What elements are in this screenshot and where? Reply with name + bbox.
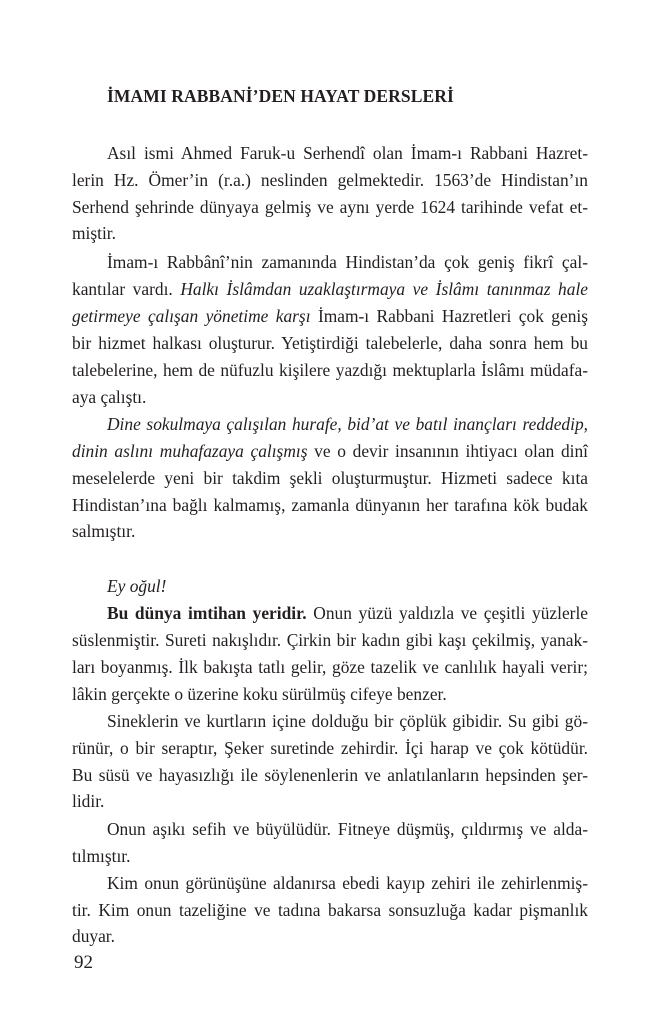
text-line bbox=[72, 495, 588, 515]
text-line bbox=[107, 143, 588, 163]
text-line bbox=[107, 873, 588, 893]
page-number: 92 bbox=[74, 952, 93, 973]
text-line bbox=[72, 684, 588, 704]
text-segment: İmam-ı Rabbânî’nin zamanında Hindistan’da çok geniş fikrî çal- bbox=[107, 252, 588, 272]
text-line bbox=[72, 441, 588, 461]
text-line bbox=[72, 791, 588, 811]
text-line bbox=[72, 846, 588, 866]
text-segment: rünür, o bir seraptır, Şeker suretinde zehirdir. İçi harap ve çok kötüdür. bbox=[72, 738, 588, 758]
text-segment: İmam-ı Rabbani Hazretleri çok geniş bbox=[310, 306, 589, 326]
text-line bbox=[72, 387, 588, 407]
text-line bbox=[107, 414, 588, 434]
text-segment: Sineklerin ve kurtların içine dolduğu bir çöplük gibidir. Su gibi gö- bbox=[107, 711, 588, 731]
text-line bbox=[72, 900, 588, 920]
text-line bbox=[72, 926, 588, 946]
text-segment: tılmıştır. bbox=[72, 846, 131, 866]
text-segment: ve o devir insanının ihtiyacı olan dinî bbox=[307, 441, 588, 461]
text-line bbox=[72, 170, 588, 190]
italic-text: dinin aslını muhafazaya çalışmış bbox=[72, 441, 308, 461]
text-line bbox=[72, 468, 588, 488]
text-segment: Kim onun görünüşüne aldanırsa ebedi kayıp zehiri ile zehirlenmiş- bbox=[107, 873, 588, 893]
text-segment: tir. Kim onun tazeliğine ve tadına bakarsa sonsuzluğa kadar pişmanlık bbox=[72, 900, 588, 920]
bold-text: Bu dünya imtihan yeridir. bbox=[107, 603, 307, 623]
text-segment: Hindistan’ına bağlı kalmamış, zamanla dünyanın her tarafına kök budak bbox=[72, 495, 588, 515]
text-line bbox=[72, 521, 588, 541]
chapter-title: İMAMI RABBANİ’DEN HAYAT DERSLERİ bbox=[107, 86, 454, 106]
text-segment: Bu süsü ve hayasızlığı ile söylenenlerin ve anlatılanların hepsinden şer- bbox=[72, 765, 588, 785]
text-line bbox=[72, 630, 588, 650]
text-segment: talebelerine, hem de nüfuzlu kişilere yazdığı mektuplarla İslâmı müdafa- bbox=[72, 360, 588, 380]
text-line bbox=[72, 306, 588, 326]
text-segment: kantılar vardı. bbox=[72, 279, 181, 299]
text-line bbox=[72, 657, 588, 677]
text-line bbox=[72, 765, 588, 785]
text-segment: ları boyanmış. İlk bakışta tatlı gelir, göze tazelik ve canlılık hayali verir; bbox=[72, 657, 588, 677]
text-segment: duyar. bbox=[72, 926, 115, 946]
text-line bbox=[107, 603, 588, 623]
text-line bbox=[72, 333, 588, 353]
italic-text: Ey oğul! bbox=[107, 576, 167, 596]
text-segment: miştir. bbox=[72, 223, 116, 243]
text-line bbox=[107, 576, 588, 596]
text-segment: süslenmiştir. Sureti nakışlıdır. Çirkin bir kadın gibi kaşı çekilmiş, yanak- bbox=[72, 630, 588, 650]
text-line bbox=[107, 711, 588, 731]
text-segment: aya çalıştı. bbox=[72, 387, 147, 407]
text-line bbox=[72, 738, 588, 758]
text-segment: meselelerde yeni bir takdim şekli oluşturmuştur. Hizmeti sadece kıta bbox=[72, 468, 588, 488]
italic-text: getirmeye çalışan yönetime karşı bbox=[72, 306, 311, 326]
text-segment: salmıştır. bbox=[72, 521, 136, 541]
text-line bbox=[107, 819, 588, 839]
italic-text: Halkı İslâmdan uzaklaştırmaya ve İslâmı tanınmaz hale bbox=[180, 279, 588, 299]
text-line bbox=[72, 197, 588, 217]
text-segment: Onun aşıkı sefih ve büyülüdür. Fitneye düşmüş, çıldırmış ve alda- bbox=[107, 819, 588, 839]
text-segment: bir hizmet halkası oluşturur. Yetiştirdiği talebelerle, daha sonra hem bu bbox=[72, 333, 588, 353]
text-segment: Onun yüzü yaldızla ve çeşitli yüzlerle bbox=[306, 603, 589, 623]
text-line bbox=[72, 360, 588, 380]
text-line bbox=[72, 279, 588, 299]
text-line bbox=[107, 252, 588, 272]
text-segment: lidir. bbox=[72, 791, 105, 811]
text-segment: Asıl ismi Ahmed Faruk-u Serhendî olan İmam-ı Rabbani Hazret- bbox=[107, 143, 588, 163]
italic-text: Dine sokulmaya çalışılan hurafe, bid’at ve batıl inançları reddedip, bbox=[107, 414, 588, 434]
text-segment: lâkin gerçekte o üzerine koku sürülmüş cifeye benzer. bbox=[72, 684, 447, 704]
text-segment: Serhend şehrinde dünyaya gelmiş ve aynı yerde 1624 tarihinde vefat et- bbox=[72, 197, 588, 217]
text-line bbox=[72, 223, 588, 243]
text-segment: lerin Hz. Ömer’in (r.a.) neslinden gelmektedir. 1563’de Hindistan’ın bbox=[72, 170, 588, 190]
